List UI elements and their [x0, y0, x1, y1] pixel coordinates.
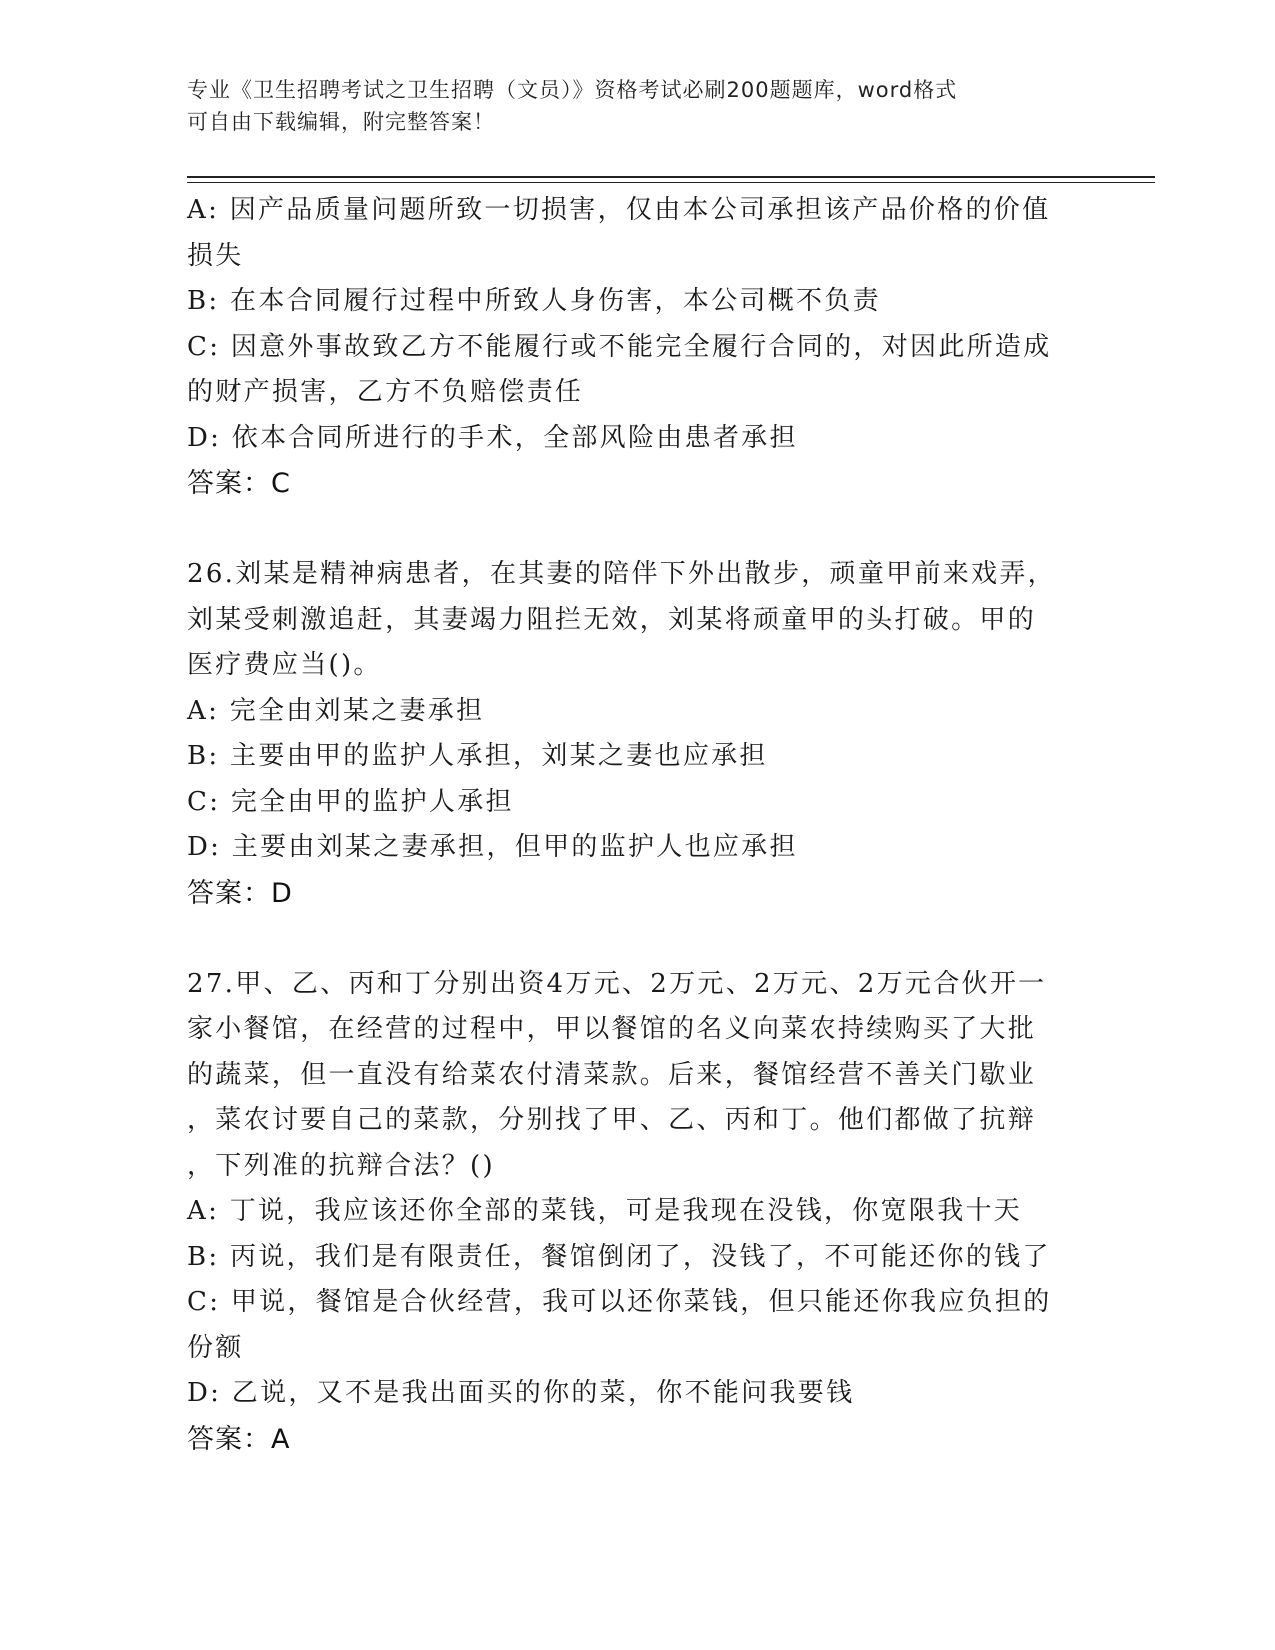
- q26-stem-line-3: 医疗费应当()。: [187, 650, 382, 680]
- document-header: [187, 74, 1087, 138]
- q25-option-c-cont: 的财产损害，乙方不负赔偿责任: [187, 377, 584, 407]
- q27-option-b: B: 丙说，我们是有限责任，餐馆倒闭了，没钱了，不可能还你的钱了: [187, 1241, 1051, 1272]
- q25-answer: 答案：C: [187, 468, 291, 499]
- spacer: [187, 916, 1087, 962]
- question-26: [187, 552, 1087, 916]
- header-title-line-2: 可自由下载编辑，附完整答案！: [187, 110, 495, 134]
- q27-option-c-cont: 份额: [187, 1332, 244, 1363]
- q26-option-c: C: 完全由甲的监护人承担: [187, 786, 514, 817]
- question-25-options: [187, 188, 1087, 507]
- q27-stem-line-5: ，下列准的抗辩合法？(): [187, 1150, 495, 1181]
- header-rule: [187, 176, 1155, 178]
- q27-stem-line-1: 27.甲、乙、丙和丁分别出资4万元、2万元、2万元、2万元合伙开一: [187, 968, 1047, 999]
- q25-option-d: D: 依本合同所进行的手术，全部风险由患者承担: [187, 422, 798, 453]
- q26-stem-line-1: 26.刘某是精神病患者，在其妻的陪伴下外出散步，顽童甲前来戏弄，: [187, 559, 1056, 589]
- question-27: [187, 962, 1087, 1463]
- header-rule-thin: [187, 182, 1155, 183]
- q25-option-a: A: 因产品质量问题所致一切损害，仅由本公司承担该产品价格的价值: [187, 195, 1051, 225]
- q26-option-a: A: 完全由刘某之妻承担: [187, 695, 485, 726]
- q27-option-d: D: 乙说，又不是我出面买的你的菜，你不能问我要钱: [187, 1378, 855, 1408]
- q27-stem-line-3: 的蔬菜，但一直没有给菜农付清菜款。后来，餐馆经营不善关门歇业: [187, 1059, 1037, 1090]
- q26-stem-line-2: 刘某受刺激追赶，其妻竭力阻拦无效，刘某将顽童甲的头打破。甲的: [187, 604, 1037, 635]
- q27-option-a: A: 丁说，我应该还你全部的菜钱，可是我现在没钱，你宽限我十天: [187, 1196, 1023, 1226]
- spacer: [187, 507, 1087, 553]
- q25-option-c: C: 因意外事故致乙方不能履行或不能完全履行合同的，对因此所造成: [187, 331, 1052, 362]
- q26-option-d: D: 主要由刘某之妻承担，但甲的监护人也应承担: [187, 832, 798, 862]
- q27-option-c: C: 甲说，餐馆是合伙经营，我可以还你菜钱，但只能还你我应负担的: [187, 1287, 1052, 1317]
- q27-answer: 答案：A: [187, 1423, 291, 1455]
- q25-option-a-cont: 损失: [187, 240, 244, 271]
- q25-option-b: B: 在本合同履行过程中所致人身伤害，本公司概不负责: [187, 286, 881, 316]
- document-body: [187, 188, 1087, 1462]
- q27-stem-line-4: ，菜农讨要自己的菜款，分别找了甲、乙、丙和丁。他们都做了抗辩: [187, 1105, 1037, 1135]
- header-title-line-1: 专业《卫生招聘考试之卫生招聘（文员）》资格考试必刷200题题库，word格式: [187, 78, 958, 102]
- q26-option-b: B: 主要由甲的监护人承担，刘某之妻也应承担: [187, 741, 768, 771]
- q27-stem-line-2: 家小餐馆，在经营的过程中，甲以餐馆的名义向菜农持续购买了大批: [187, 1014, 1037, 1044]
- q26-answer: 答案：D: [187, 877, 293, 909]
